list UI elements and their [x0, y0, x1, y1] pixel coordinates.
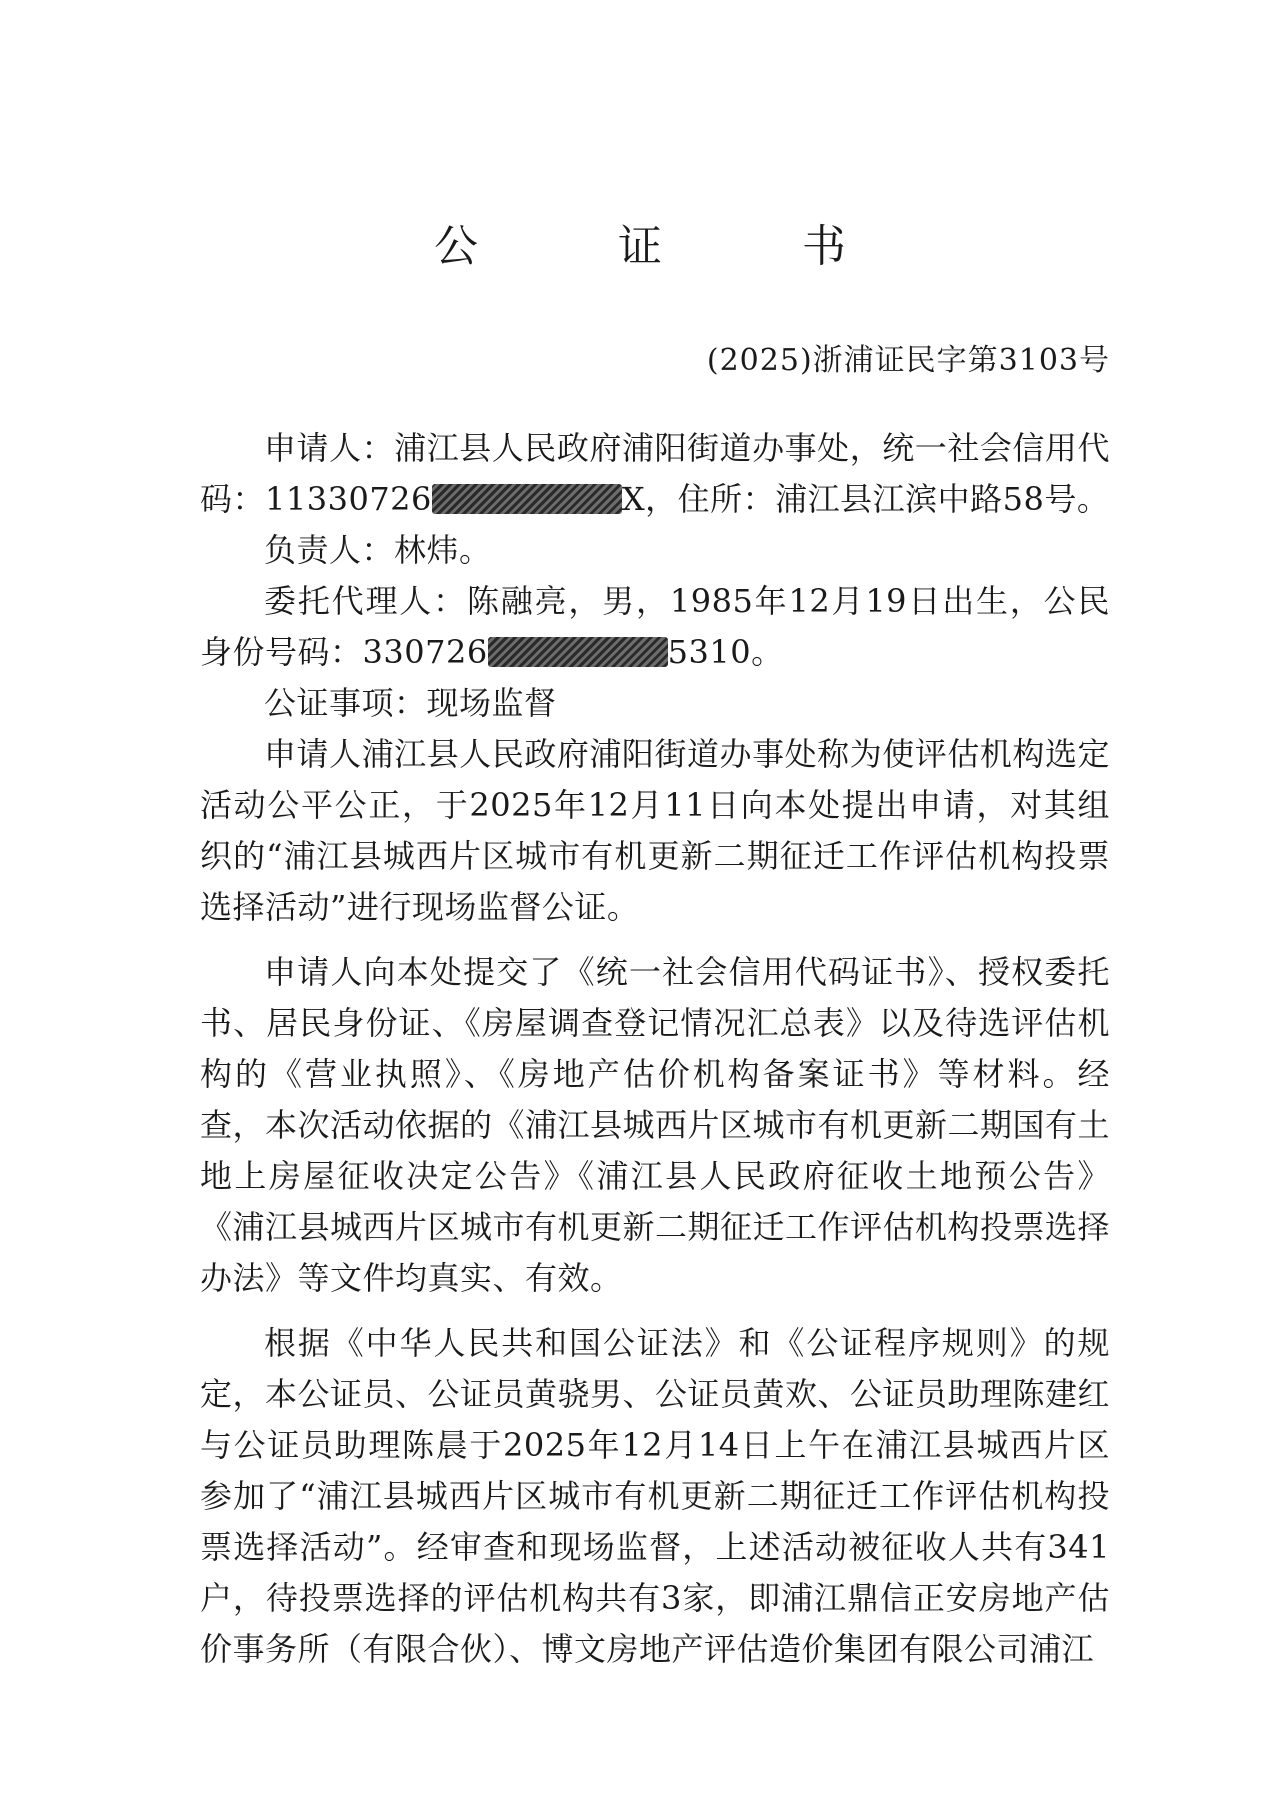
- credit-code-prefix: 11330726: [265, 480, 432, 518]
- credit-code-suffix: X: [621, 480, 646, 518]
- document-number: (2025)浙浦证民字第3103号: [706, 343, 1110, 378]
- applicant-label: 申请人：: [264, 429, 395, 467]
- document-title: 公 证 书: [434, 221, 894, 272]
- agent-info: 委托代理人：陈融亮，男，1985年12月19日出生，公民身份号码：: [200, 582, 1110, 671]
- applicant-address: ，住所：浦江县江滨中路58号。: [645, 480, 1110, 518]
- document-body: [200, 423, 1110, 1675]
- applicant-paragraph: [200, 423, 1110, 525]
- redaction-mark: [488, 637, 668, 667]
- notarization-matter: 公证事项：现场监督: [264, 684, 557, 722]
- body-paragraph-3: 根据《中华人民共和国公证法》和《公证程序规则》的规定，本公证员、公证员黄骁男、公证员黄欢、公证员助理陈建红与公证员助理陈晨于2025年12月14日上午在浦江县城西片区参加了“浦江县城西片区城市有机更新二期征迁工作评估机构投票选择活动”。经审查和现场监督，上述活动被征收人共有341户，待投票选择的评估机构共有3家，即浦江鼎信正安房地产估价事务所（有限合伙）、博文房地产评估造价集团有限公司浦江: [200, 1324, 1111, 1668]
- redaction-mark: [432, 484, 622, 514]
- agent-paragraph: [200, 576, 1110, 678]
- responsible-person: 负责人：林炜。: [264, 531, 492, 569]
- agent-id-suffix: 5310。: [667, 633, 784, 671]
- body-paragraph-2: 申请人向本处提交了《统一社会信用代码证书》、授权委托书、居民身份证、《房屋调查登记情况汇总表》以及待选评估机构的《营业执照》、《房地产估价机构备案证书》等材料。经查，本次活动依据的《浦江县城西片区城市有机更新二期国有土地上房屋征收决定公告》《浦江县人民政府征收土地预公告》《浦江县城西片区城市有机更新二期征迁工作评估机构投票选择办法》等文件均真实、有效。: [200, 953, 1111, 1297]
- applicant-name: 浦江县人民政府浦阳街道办事处，统一社会信用代码：: [200, 429, 1110, 518]
- body-paragraph-1: 申请人浦江县人民政府浦阳街道办事处称为使评估机构选定活动公平公正，于2025年12月11日向本处提出申请，对其组织的“浦江县城西片区城市有机更新二期征迁工作评估机构投票选择活动”进行现场监督公证。: [200, 735, 1110, 926]
- agent-id-prefix: 330726: [362, 633, 488, 671]
